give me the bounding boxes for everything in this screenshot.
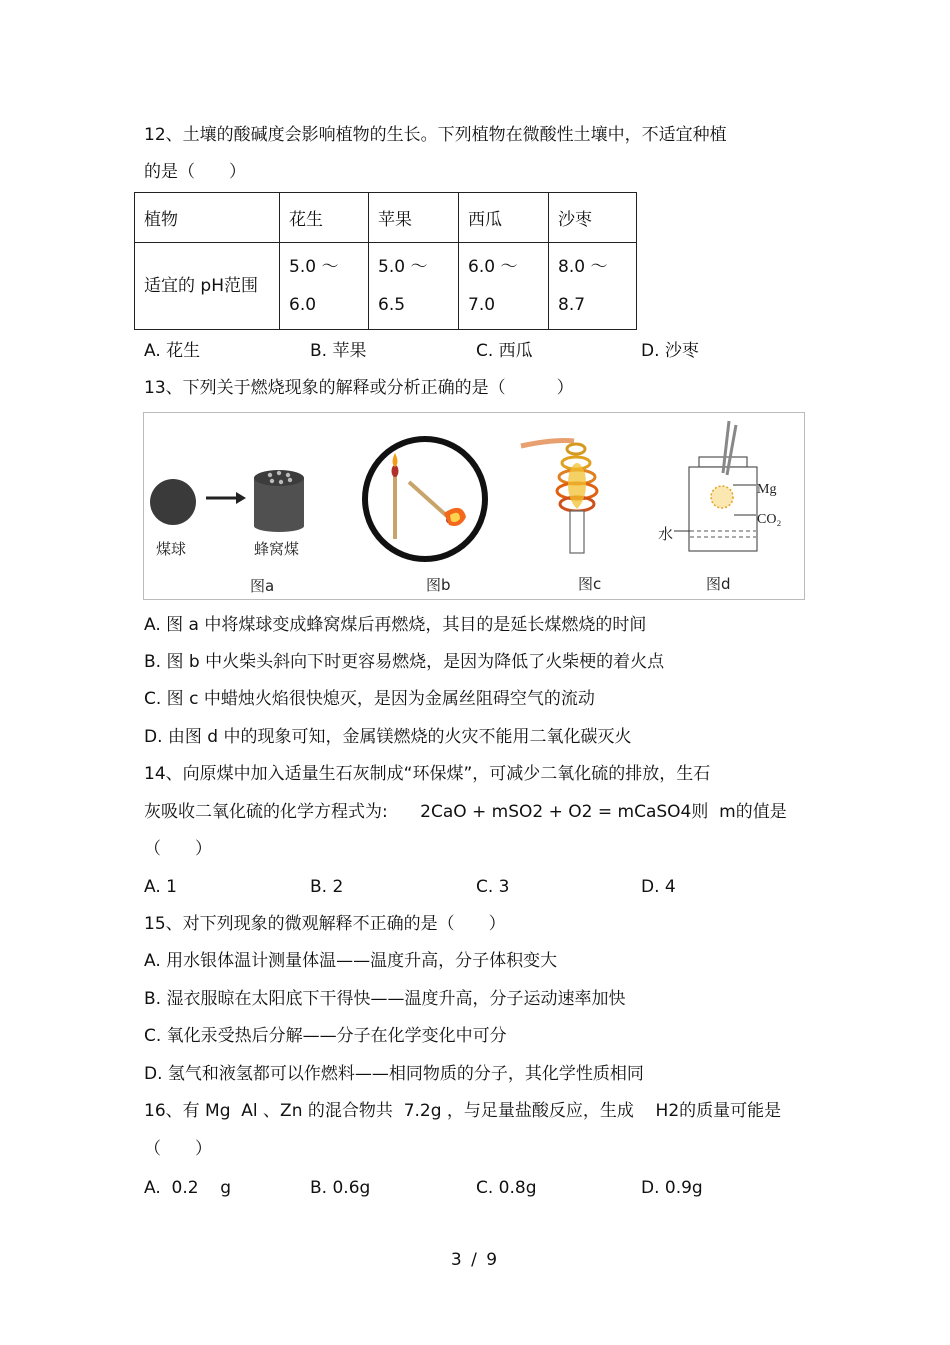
option-b[interactable]: B. 0.6g [310, 1178, 371, 1198]
q14-options [144, 876, 864, 898]
q13-option-d[interactable]: D. 由图 d 中的现象可知，金属镁燃烧的火灾不能用二氧化碳灭火 [144, 727, 632, 747]
option-b[interactable]: B. 2 [310, 877, 344, 897]
q13-option-b[interactable]: B. 图 b 中火柴头斜向下时更容易燃烧，是因为降低了火柴梗的着火点 [144, 652, 665, 672]
option-c[interactable]: C. 3 [476, 877, 510, 897]
coal-ball-icon [150, 479, 196, 525]
range-start: 8.0 ～ [558, 257, 608, 277]
option-d[interactable]: D. 4 [641, 877, 676, 897]
figure-b-caption: 图b [426, 576, 451, 594]
option-d[interactable]: D. 0.9g [641, 1178, 703, 1198]
range-end: 6.5 [378, 295, 406, 315]
table-cell [459, 243, 549, 330]
range-start: 6.0 ～ [468, 257, 518, 277]
candle-icon [570, 511, 584, 553]
q14-stem-line1: 14、向原煤中加入适量生石灰制成“环保煤”，可减少二氧化硫的排放，生石 [144, 764, 711, 784]
option-a[interactable]: A. 花生 [144, 341, 201, 361]
table-cell [280, 243, 369, 330]
metal-wire-icon [521, 441, 574, 446]
option-b[interactable]: B. 苹果 [310, 341, 367, 361]
range-end: 6.0 [289, 295, 317, 315]
table-cell: 沙枣 [549, 193, 637, 243]
arrow-head-icon [236, 492, 246, 504]
range-end: 8.7 [558, 295, 586, 315]
honeycomb-coal-icon [254, 470, 304, 532]
option-c[interactable]: C. 0.8g [476, 1178, 537, 1198]
page-number: 3 / 9 [450, 1250, 500, 1270]
q16-stem-line1: 16、有 Mg Al 、Zn 的混合物共 7.2g ，与足量盐酸反应，生成 H2的质量可能是 [144, 1101, 782, 1121]
option-a[interactable]: A. 1 [144, 877, 177, 897]
q15-option-b[interactable]: B. 湿衣服晾在太阳底下干得快——温度升高，分子运动速率加快 [144, 989, 626, 1009]
water-label: 水 [658, 525, 674, 543]
q13-option-c[interactable]: C. 图 c 中蜡烛火焰很快熄灭，是因为金属丝阻碍空气的流动 [144, 689, 595, 709]
figure-c-caption: 图c [578, 575, 602, 593]
option-d[interactable]: D. 沙枣 [641, 341, 699, 361]
q13-stem: 13、下列关于燃烧现象的解释或分析正确的是（ ） [144, 378, 574, 398]
wire-coil-icon [557, 444, 597, 511]
table-cell [549, 243, 637, 330]
figure-a-caption: 图a [250, 577, 275, 595]
ph-table [134, 192, 637, 330]
table-cell: 苹果 [369, 193, 459, 243]
coal-ball-label: 煤球 [156, 540, 187, 558]
table-cell [369, 243, 459, 330]
range-end: 7.0 [468, 295, 496, 315]
q13-option-a[interactable]: A. 图 a 中将煤球变成蜂窝煤后再燃烧，其目的是延长煤燃烧的时间 [144, 615, 647, 635]
mg-label: Mg [757, 482, 777, 497]
range-start: 5.0 ～ [289, 257, 339, 277]
q15-option-d[interactable]: D. 氢气和液氢都可以作燃料——相同物质的分子，其化学性质相同 [144, 1064, 644, 1084]
q15-option-a[interactable]: A. 用水银体温计测量体温——温度升高，分子体积变大 [144, 951, 558, 971]
flame-icon [393, 453, 398, 467]
q12-stem-line2: 的是（ ） [144, 162, 246, 182]
tilted-match-icon [409, 482, 448, 517]
table-cell: 花生 [280, 193, 369, 243]
option-a[interactable]: A. 0.2 g [144, 1178, 231, 1198]
q15-stem: 15、对下列现象的微观解释不正确的是（ ） [144, 914, 506, 934]
combustion-figure-svg [144, 413, 804, 599]
burning-mg-icon [711, 486, 733, 508]
q12-options [144, 340, 864, 362]
q12-stem-line1: 12、土壤的酸碱度会影响植物的生长。下列植物在微酸性土壤中，不适宜种植 [144, 125, 727, 145]
q14-stem-line3: （ ） [144, 839, 212, 859]
q16-stem-line2: （ ） [144, 1139, 212, 1159]
table-cell: 西瓜 [459, 193, 549, 243]
table-header-row [135, 193, 637, 243]
q14-stem-line2: 灰吸收二氧化硫的化学方程式为: 2CaO + mSO2 + O2 = mCaSO4则 m的值是 [144, 802, 787, 822]
q15-option-c[interactable]: C. 氧化汞受热后分解——分子在化学变化中可分 [144, 1026, 507, 1046]
range-start: 5.0 ～ [378, 257, 428, 277]
table-cell: 植物 [135, 193, 280, 243]
figure-d-caption: 图d [706, 575, 731, 593]
combustion-figure [143, 412, 805, 600]
q16-options [144, 1177, 864, 1199]
table-row [135, 243, 637, 330]
option-c[interactable]: C. 西瓜 [476, 341, 533, 361]
honeycomb-coal-label: 蜂窝煤 [254, 540, 300, 558]
table-row-label: 适宜的 pH范围 [135, 243, 280, 330]
co2-label: CO₂ [757, 512, 782, 527]
